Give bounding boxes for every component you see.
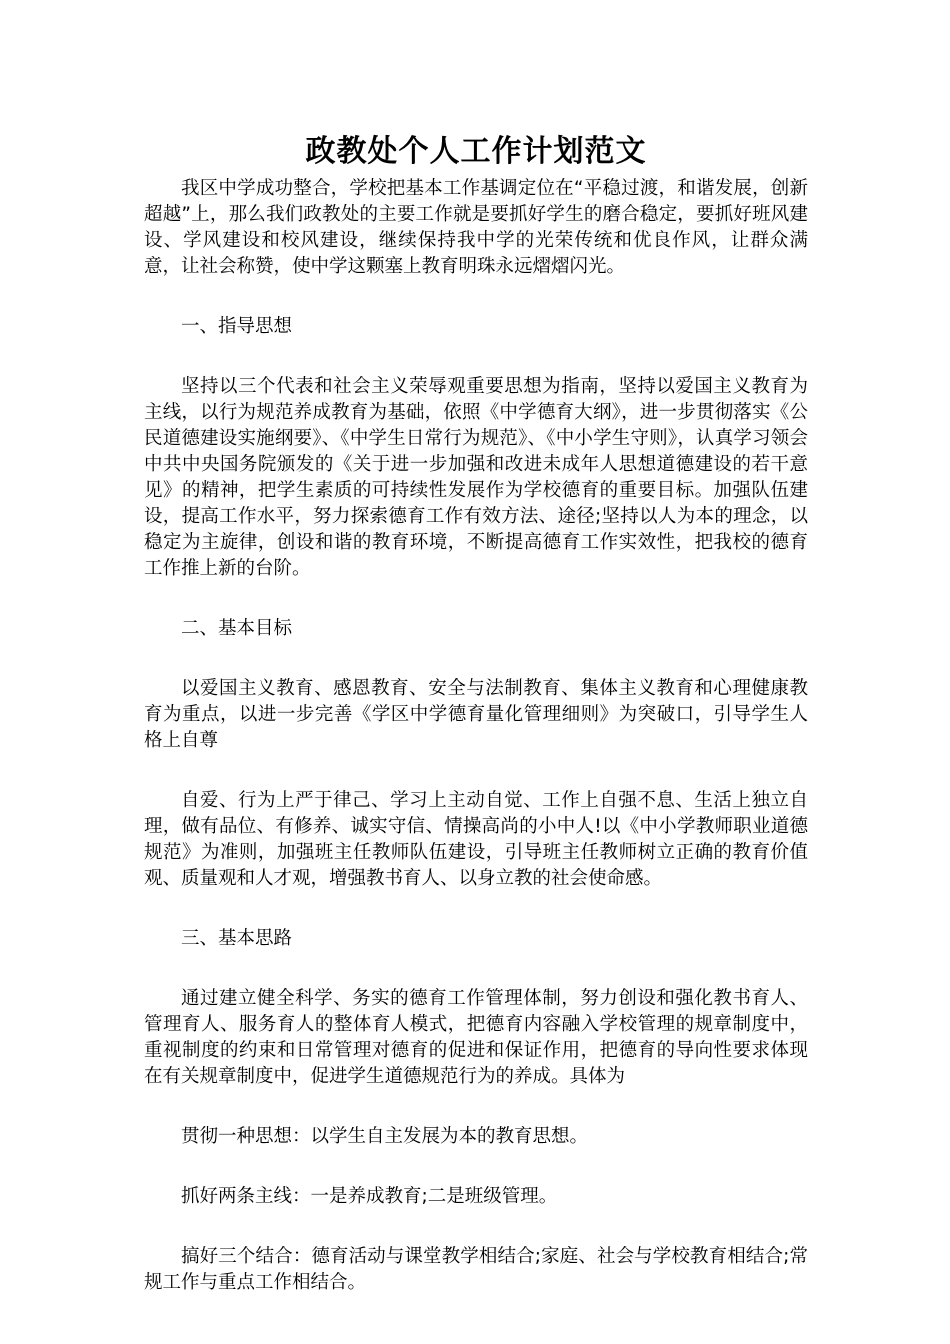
spacer [144, 280, 808, 314]
spacer [144, 582, 808, 616]
spacer [144, 1090, 808, 1124]
document-title: 政教处个人工作计划范文 [305, 134, 647, 169]
spacer [144, 952, 808, 986]
guiding-paragraph: 坚持以三个代表和社会主义荣辱观重要思想为指南，坚持以爱国主义教育为主线，以行为规范养成教育为基础，依照《中学德育大纲》，进一步贯彻落实《公民道德建设实施纲要》、《中学生日常行为规范》、《中小学生守则》，认真学习领会中共中央国务院颁发的《关于进一步加强和改进未成年人思想道德建设的若干意见》的精神，把学生素质的可持续性发展作为学校德育的重要目标。加强队伍建设，提高工作水平，努力探索德育工作有效方法、途径;坚持以人为本的理念，以稳定为主旋律，创设和谐的教育环境，不断提高德育工作实效性，把我校的德育工作推上新的台阶。 [144, 376, 808, 579]
spacer [144, 1150, 808, 1184]
section-heading-goals: 二、基本目标 [181, 618, 293, 639]
spacer [144, 754, 808, 788]
section-heading-approach: 三、基本思路 [181, 928, 293, 949]
approach-paragraph: 通过建立健全科学、务实的德育工作管理体制，努力创设和强化教书育人、管理育人、服务育人的整体育人模式，把德育内容融入学校管理的规章制度中，重视制度的约束和日常管理对德育的促进和保证作用，把德育的导向性要求体现在有关规章制度中，促进学生道德规范行为的养成。具体为 [144, 988, 808, 1087]
spacer [144, 642, 808, 676]
spacer [144, 892, 808, 926]
spacer [144, 1210, 808, 1244]
approach-point-1: 贯彻一种思想：以学生自主发展为本的教育思想。 [181, 1126, 589, 1147]
goals-paragraph-2: 自爱、行为上严于律己、学习上主动自觉、工作上自强不息、生活上独立自理，做有品位、有修养、诚实守信、情操高尚的小中人!以《中小学教师职业道德规范》为准则，加强班主任教师队伍建设，引导班主任教师树立正确的教育价值观、质量观和人才观，增强教书育人、以身立教的社会使命感。 [144, 790, 808, 889]
intro-paragraph: 我区中学成功整合，学校把基本工作基调定位在“平稳过渡，和谐发展，创新超越”上，那么我们政教处的主要工作就是要抓好学生的磨合稳定，要抓好班风建设、学风建设和校风建设，继续保持我中学的光荣传统和优良作风，让群众满意，让社会称赞，使中学这颗塞上教育明珠永远熠熠闪光。 [144, 178, 808, 277]
approach-point-2: 抓好两条主线：一是养成教育;二是班级管理。 [181, 1186, 558, 1207]
goals-paragraph-1: 以爱国主义教育、感恩教育、安全与法制教育、集体主义教育和心理健康教育为重点，以进一步完善《学区中学德育量化管理细则》为突破口，引导学生人格上自尊 [144, 678, 808, 751]
document-page [144, 128, 808, 1296]
approach-point-3: 搞好三个结合：德育活动与课堂教学相结合;家庭、社会与学校教育相结合;常规工作与重点工作相结合。 [144, 1246, 808, 1293]
section-heading-guiding: 一、指导思想 [181, 316, 293, 337]
spacer [144, 340, 808, 374]
